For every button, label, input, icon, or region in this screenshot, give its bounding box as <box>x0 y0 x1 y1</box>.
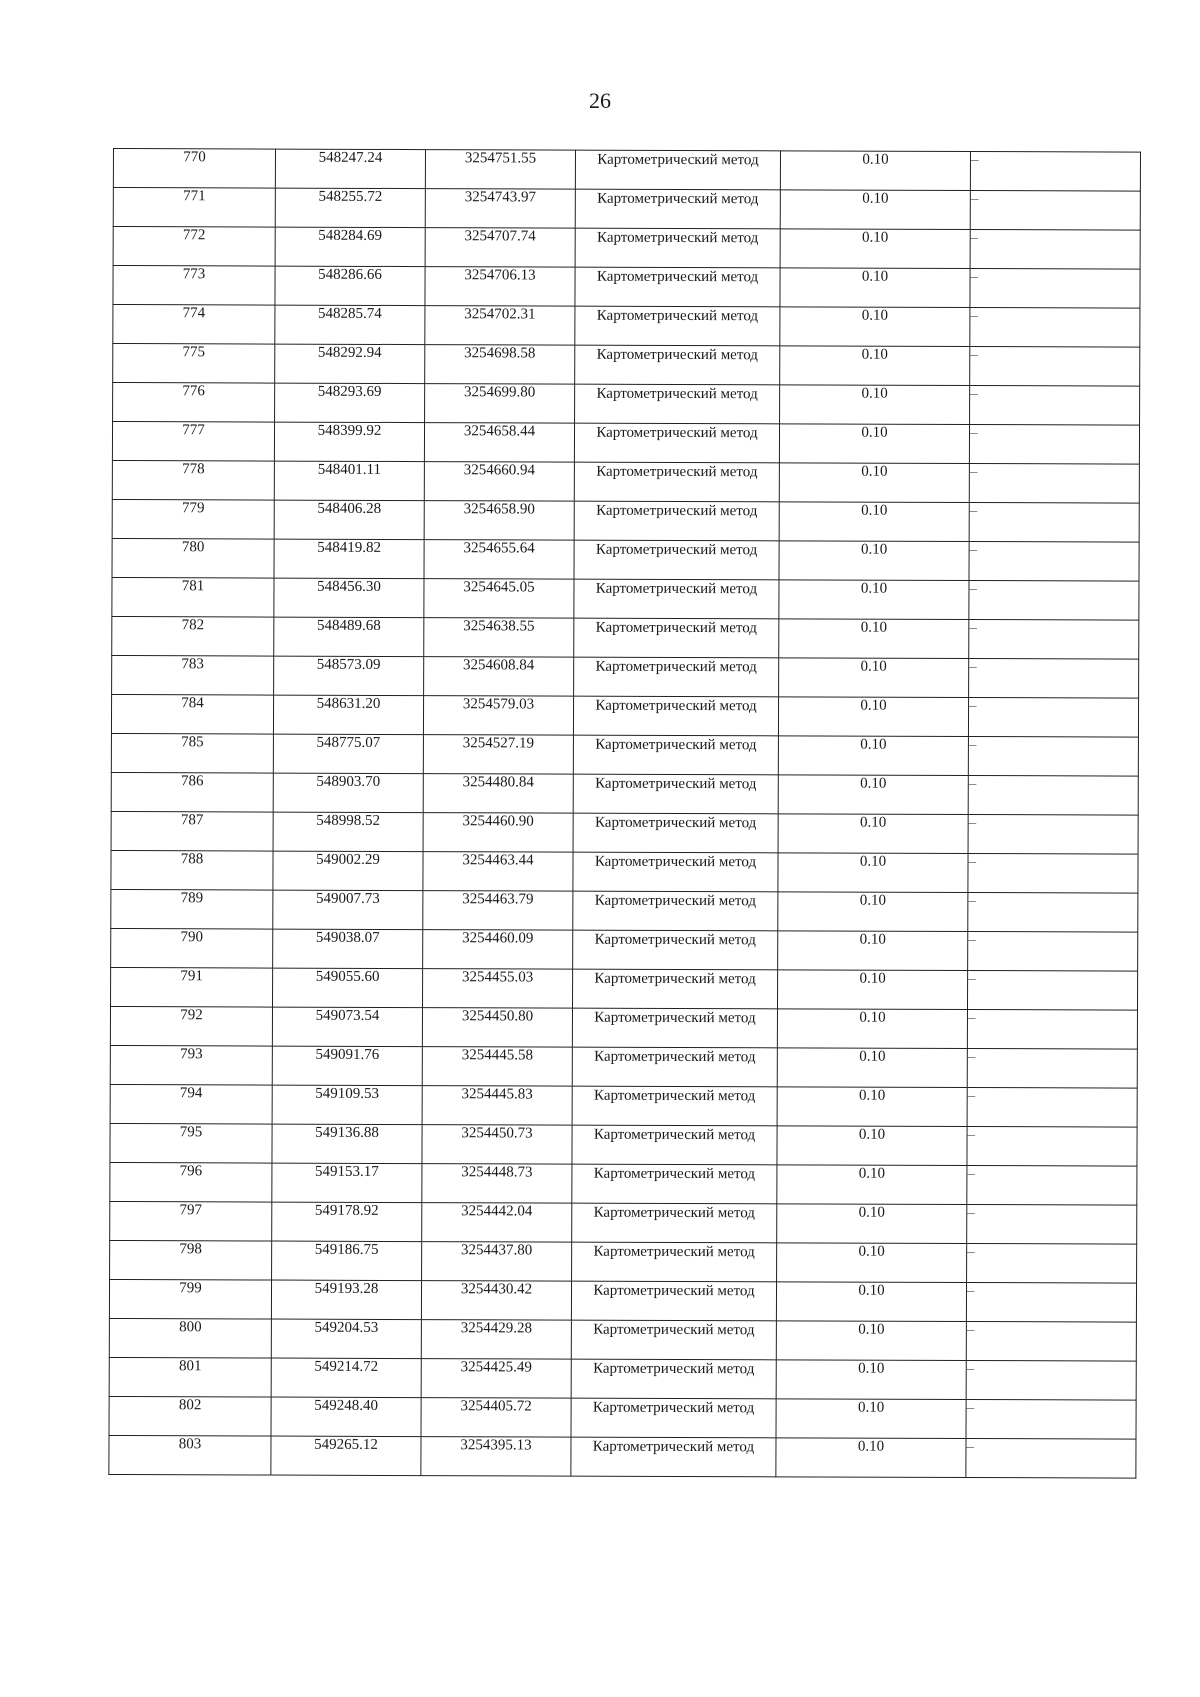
note-cell: – <box>968 736 1138 776</box>
table-row <box>112 577 1139 620</box>
precision-cell: 0.10 <box>777 1048 967 1088</box>
method-cell: Картометрический метод <box>572 1242 777 1282</box>
table-row <box>110 1045 1137 1088</box>
method-cell: Картометрический метод <box>571 1437 776 1477</box>
precision-cell: 0.10 <box>776 1321 966 1361</box>
precision-cell: 0.10 <box>777 1243 967 1283</box>
method-cell: Картометрический метод <box>572 1047 777 1087</box>
x-coordinate-cell: 549136.88 <box>272 1124 422 1164</box>
precision-cell: 0.10 <box>777 1126 967 1166</box>
table-row <box>111 733 1138 776</box>
table-row <box>110 1240 1137 1283</box>
coordinates-table-body <box>109 149 1141 1479</box>
page-number: 26 <box>589 88 611 113</box>
x-coordinate-cell: 549265.12 <box>271 1436 421 1476</box>
note-cell: – <box>969 580 1139 620</box>
point-number-cell: 799 <box>109 1279 271 1319</box>
y-coordinate-cell: 3254448.73 <box>422 1164 572 1204</box>
y-coordinate-cell: 3254698.58 <box>425 345 575 385</box>
y-coordinate-cell: 3254450.80 <box>422 1008 572 1048</box>
table-row <box>113 383 1140 426</box>
point-number-cell: 779 <box>112 499 274 539</box>
method-cell: Картометрический метод <box>572 1125 777 1165</box>
table-row <box>109 1435 1136 1478</box>
point-number-cell: 770 <box>113 149 275 189</box>
precision-cell: 0.10 <box>779 658 969 698</box>
precision-cell: 0.10 <box>779 424 969 464</box>
x-coordinate-cell: 548286.66 <box>275 266 425 306</box>
note-cell: – <box>967 1204 1137 1244</box>
table-row <box>112 460 1139 503</box>
table-row <box>110 1162 1137 1205</box>
x-coordinate-cell: 548255.72 <box>275 188 425 228</box>
point-number-cell: 796 <box>110 1162 272 1202</box>
table-row <box>113 266 1140 309</box>
x-coordinate-cell: 549214.72 <box>271 1358 421 1398</box>
table-row <box>111 811 1138 854</box>
method-cell: Картометрический метод <box>575 150 780 190</box>
y-coordinate-cell: 3254425.49 <box>421 1359 571 1399</box>
y-coordinate-cell: 3254445.83 <box>422 1086 572 1126</box>
precision-cell: 0.10 <box>778 853 968 893</box>
table-row <box>109 1396 1136 1439</box>
y-coordinate-cell: 3254430.42 <box>421 1281 571 1321</box>
method-cell: Картометрический метод <box>571 1398 776 1438</box>
precision-cell: 0.10 <box>778 775 968 815</box>
method-cell: Картометрический метод <box>571 1359 776 1399</box>
note-cell: – <box>968 892 1138 932</box>
precision-cell: 0.10 <box>776 1399 966 1439</box>
note-cell: – <box>967 1126 1137 1166</box>
method-cell: Картометрический метод <box>572 1008 777 1048</box>
coordinates-table <box>108 148 1141 1479</box>
method-cell: Картометрический метод <box>573 813 778 853</box>
table-row <box>113 227 1140 270</box>
method-cell: Картометрический метод <box>573 852 778 892</box>
x-coordinate-cell: 548285.74 <box>275 305 425 345</box>
x-coordinate-cell: 548419.82 <box>274 539 424 579</box>
x-coordinate-cell: 549073.54 <box>272 1007 422 1047</box>
y-coordinate-cell: 3254660.94 <box>424 462 574 502</box>
precision-cell: 0.10 <box>776 1360 966 1400</box>
point-number-cell: 773 <box>113 266 275 306</box>
precision-cell: 0.10 <box>778 892 968 932</box>
method-cell: Картометрический метод <box>574 501 779 541</box>
method-cell: Картометрический метод <box>575 384 780 424</box>
precision-cell: 0.10 <box>780 385 970 425</box>
x-coordinate-cell: 549204.53 <box>271 1319 421 1359</box>
precision-cell: 0.10 <box>779 541 969 581</box>
precision-cell: 0.10 <box>777 1087 967 1127</box>
precision-cell: 0.10 <box>780 190 970 230</box>
x-coordinate-cell: 548631.20 <box>273 695 423 735</box>
y-coordinate-cell: 3254480.84 <box>423 774 573 814</box>
note-cell: – <box>967 1009 1137 1049</box>
x-coordinate-cell: 549153.17 <box>272 1163 422 1203</box>
precision-cell: 0.10 <box>779 502 969 542</box>
note-cell: – <box>970 151 1140 191</box>
y-coordinate-cell: 3254463.79 <box>423 891 573 931</box>
method-cell: Картометрический метод <box>575 189 780 229</box>
table-row <box>112 538 1139 581</box>
method-cell: Картометрический метод <box>574 657 779 697</box>
note-cell: – <box>968 697 1138 737</box>
table-row <box>110 1201 1137 1244</box>
note-cell: – <box>967 1165 1137 1205</box>
method-cell: Картометрический метод <box>573 969 778 1009</box>
point-number-cell: 776 <box>113 383 275 423</box>
y-coordinate-cell: 3254450.73 <box>422 1125 572 1165</box>
x-coordinate-cell: 549193.28 <box>271 1280 421 1320</box>
point-number-cell: 782 <box>112 616 274 656</box>
precision-cell: 0.10 <box>777 1165 967 1205</box>
y-coordinate-cell: 3254702.31 <box>425 306 575 346</box>
note-cell: – <box>966 1282 1136 1322</box>
precision-cell: 0.10 <box>779 619 969 659</box>
precision-cell: 0.10 <box>777 1204 967 1244</box>
y-coordinate-cell: 3254658.90 <box>424 501 574 541</box>
method-cell: Картометрический метод <box>574 540 779 580</box>
y-coordinate-cell: 3254442.04 <box>422 1203 572 1243</box>
point-number-cell: 780 <box>112 538 274 578</box>
y-coordinate-cell: 3254655.64 <box>424 540 574 580</box>
method-cell: Картометрический метод <box>572 1164 777 1204</box>
point-number-cell: 792 <box>110 1006 272 1046</box>
precision-cell: 0.10 <box>778 736 968 776</box>
precision-cell: 0.10 <box>778 814 968 854</box>
point-number-cell: 771 <box>113 188 275 228</box>
table-row <box>111 967 1138 1010</box>
note-cell: – <box>969 502 1139 542</box>
point-number-cell: 784 <box>111 694 273 734</box>
point-number-cell: 793 <box>110 1045 272 1085</box>
table-row <box>111 772 1138 815</box>
table-row <box>113 149 1140 192</box>
y-coordinate-cell: 3254638.55 <box>424 618 574 658</box>
point-number-cell: 801 <box>109 1357 271 1397</box>
x-coordinate-cell: 548775.07 <box>273 734 423 774</box>
table-row <box>111 850 1138 893</box>
note-cell: – <box>966 1321 1136 1361</box>
table-row <box>111 928 1138 971</box>
y-coordinate-cell: 3254395.13 <box>421 1437 571 1477</box>
precision-cell: 0.10 <box>780 229 970 269</box>
x-coordinate-cell: 548401.11 <box>274 461 424 501</box>
point-number-cell: 794 <box>110 1084 272 1124</box>
method-cell: Картометрический метод <box>572 1203 777 1243</box>
point-number-cell: 774 <box>113 305 275 345</box>
note-cell: – <box>967 1087 1137 1127</box>
precision-cell: 0.10 <box>777 970 967 1010</box>
point-number-cell: 803 <box>109 1435 271 1475</box>
x-coordinate-cell: 548406.28 <box>274 500 424 540</box>
table-row <box>109 1357 1136 1400</box>
y-coordinate-cell: 3254460.09 <box>423 930 573 970</box>
precision-cell: 0.10 <box>780 268 970 308</box>
note-cell: – <box>968 853 1138 893</box>
note-cell: – <box>966 1399 1136 1439</box>
note-cell: – <box>969 463 1139 503</box>
note-cell: – <box>970 268 1140 308</box>
point-number-cell: 795 <box>110 1123 272 1163</box>
y-coordinate-cell: 3254455.03 <box>423 969 573 1009</box>
note-cell: – <box>970 385 1140 425</box>
note-cell: – <box>969 424 1139 464</box>
note-cell: – <box>966 1438 1136 1478</box>
x-coordinate-cell: 548489.68 <box>274 617 424 657</box>
x-coordinate-cell: 549186.75 <box>272 1241 422 1281</box>
note-cell: – <box>969 541 1139 581</box>
method-cell: Картометрический метод <box>574 423 779 463</box>
note-cell: – <box>968 775 1138 815</box>
method-cell: Картометрический метод <box>571 1320 776 1360</box>
precision-cell: 0.10 <box>777 1009 967 1049</box>
method-cell: Картометрический метод <box>575 228 780 268</box>
note-cell: – <box>967 1048 1137 1088</box>
x-coordinate-cell: 549248.40 <box>271 1397 421 1437</box>
point-number-cell: 797 <box>110 1201 272 1241</box>
table-row <box>111 694 1138 737</box>
x-coordinate-cell: 548284.69 <box>275 227 425 267</box>
precision-cell: 0.10 <box>779 580 969 620</box>
x-coordinate-cell: 549038.07 <box>273 929 423 969</box>
table-row <box>110 1084 1137 1127</box>
x-coordinate-cell: 549178.92 <box>272 1202 422 1242</box>
y-coordinate-cell: 3254645.05 <box>424 579 574 619</box>
precision-cell: 0.10 <box>776 1282 966 1322</box>
point-number-cell: 781 <box>112 577 274 617</box>
table-row <box>112 655 1139 698</box>
note-cell: – <box>970 346 1140 386</box>
point-number-cell: 785 <box>111 733 273 773</box>
y-coordinate-cell: 3254405.72 <box>421 1398 571 1438</box>
method-cell: Картометрический метод <box>571 1281 776 1321</box>
method-cell: Картометрический метод <box>573 891 778 931</box>
precision-cell: 0.10 <box>778 931 968 971</box>
x-coordinate-cell: 548247.24 <box>275 149 425 189</box>
x-coordinate-cell: 548573.09 <box>274 656 424 696</box>
method-cell: Картометрический метод <box>573 930 778 970</box>
table-row <box>112 616 1139 659</box>
precision-cell: 0.10 <box>776 1438 966 1478</box>
method-cell: Картометрический метод <box>573 774 778 814</box>
y-coordinate-cell: 3254579.03 <box>423 696 573 736</box>
point-number-cell: 787 <box>111 811 273 851</box>
x-coordinate-cell: 549109.53 <box>272 1085 422 1125</box>
method-cell: Картометрический метод <box>575 345 780 385</box>
y-coordinate-cell: 3254707.74 <box>425 228 575 268</box>
note-cell: – <box>967 970 1137 1010</box>
point-number-cell: 789 <box>111 889 273 929</box>
x-coordinate-cell: 548903.70 <box>273 773 423 813</box>
table-row <box>110 1123 1137 1166</box>
point-number-cell: 786 <box>111 772 273 812</box>
note-cell: – <box>969 619 1139 659</box>
y-coordinate-cell: 3254751.55 <box>425 150 575 190</box>
table-row <box>109 1279 1136 1322</box>
y-coordinate-cell: 3254608.84 <box>424 657 574 697</box>
y-coordinate-cell: 3254699.80 <box>425 384 575 424</box>
y-coordinate-cell: 3254445.58 <box>422 1047 572 1087</box>
point-number-cell: 778 <box>112 460 274 500</box>
method-cell: Картометрический метод <box>575 306 780 346</box>
x-coordinate-cell: 548292.94 <box>275 344 425 384</box>
point-number-cell: 802 <box>109 1396 271 1436</box>
point-number-cell: 777 <box>112 422 274 462</box>
y-coordinate-cell: 3254463.44 <box>423 852 573 892</box>
point-number-cell: 783 <box>112 655 274 695</box>
x-coordinate-cell: 548998.52 <box>273 812 423 852</box>
point-number-cell: 798 <box>110 1240 272 1280</box>
note-cell: – <box>969 658 1139 698</box>
x-coordinate-cell: 548399.92 <box>274 422 424 462</box>
method-cell: Картометрический метод <box>572 1086 777 1126</box>
y-coordinate-cell: 3254527.19 <box>423 735 573 775</box>
note-cell: – <box>970 307 1140 347</box>
precision-cell: 0.10 <box>780 346 970 386</box>
x-coordinate-cell: 548293.69 <box>275 383 425 423</box>
table-row <box>112 499 1139 542</box>
point-number-cell: 775 <box>113 344 275 384</box>
point-number-cell: 800 <box>109 1318 271 1358</box>
note-cell: – <box>968 931 1138 971</box>
note-cell: – <box>966 1360 1136 1400</box>
method-cell: Картометрический метод <box>573 696 778 736</box>
y-coordinate-cell: 3254706.13 <box>425 267 575 307</box>
y-coordinate-cell: 3254743.97 <box>425 189 575 229</box>
note-cell: – <box>970 190 1140 230</box>
method-cell: Картометрический метод <box>573 735 778 775</box>
method-cell: Картометрический метод <box>574 618 779 658</box>
note-cell: – <box>970 229 1140 269</box>
table-row <box>113 344 1140 387</box>
x-coordinate-cell: 549002.29 <box>273 851 423 891</box>
point-number-cell: 790 <box>111 928 273 968</box>
y-coordinate-cell: 3254460.90 <box>423 813 573 853</box>
x-coordinate-cell: 549055.60 <box>273 968 423 1008</box>
x-coordinate-cell: 549091.76 <box>272 1046 422 1086</box>
note-cell: – <box>968 814 1138 854</box>
table-row <box>112 422 1139 465</box>
y-coordinate-cell: 3254437.80 <box>422 1242 572 1282</box>
note-cell: – <box>967 1243 1137 1283</box>
x-coordinate-cell: 549007.73 <box>273 890 423 930</box>
point-number-cell: 788 <box>111 850 273 890</box>
precision-cell: 0.10 <box>780 151 970 191</box>
point-number-cell: 772 <box>113 227 275 267</box>
method-cell: Картометрический метод <box>575 267 780 307</box>
y-coordinate-cell: 3254658.44 <box>424 423 574 463</box>
method-cell: Картометрический метод <box>574 462 779 502</box>
table-row <box>109 1318 1136 1361</box>
point-number-cell: 791 <box>111 967 273 1007</box>
precision-cell: 0.10 <box>780 307 970 347</box>
y-coordinate-cell: 3254429.28 <box>421 1320 571 1360</box>
table-row <box>110 1006 1137 1049</box>
table-row <box>113 305 1140 348</box>
precision-cell: 0.10 <box>778 697 968 737</box>
table-row <box>111 889 1138 932</box>
precision-cell: 0.10 <box>779 463 969 503</box>
x-coordinate-cell: 548456.30 <box>274 578 424 618</box>
table-row <box>113 188 1140 231</box>
method-cell: Картометрический метод <box>574 579 779 619</box>
